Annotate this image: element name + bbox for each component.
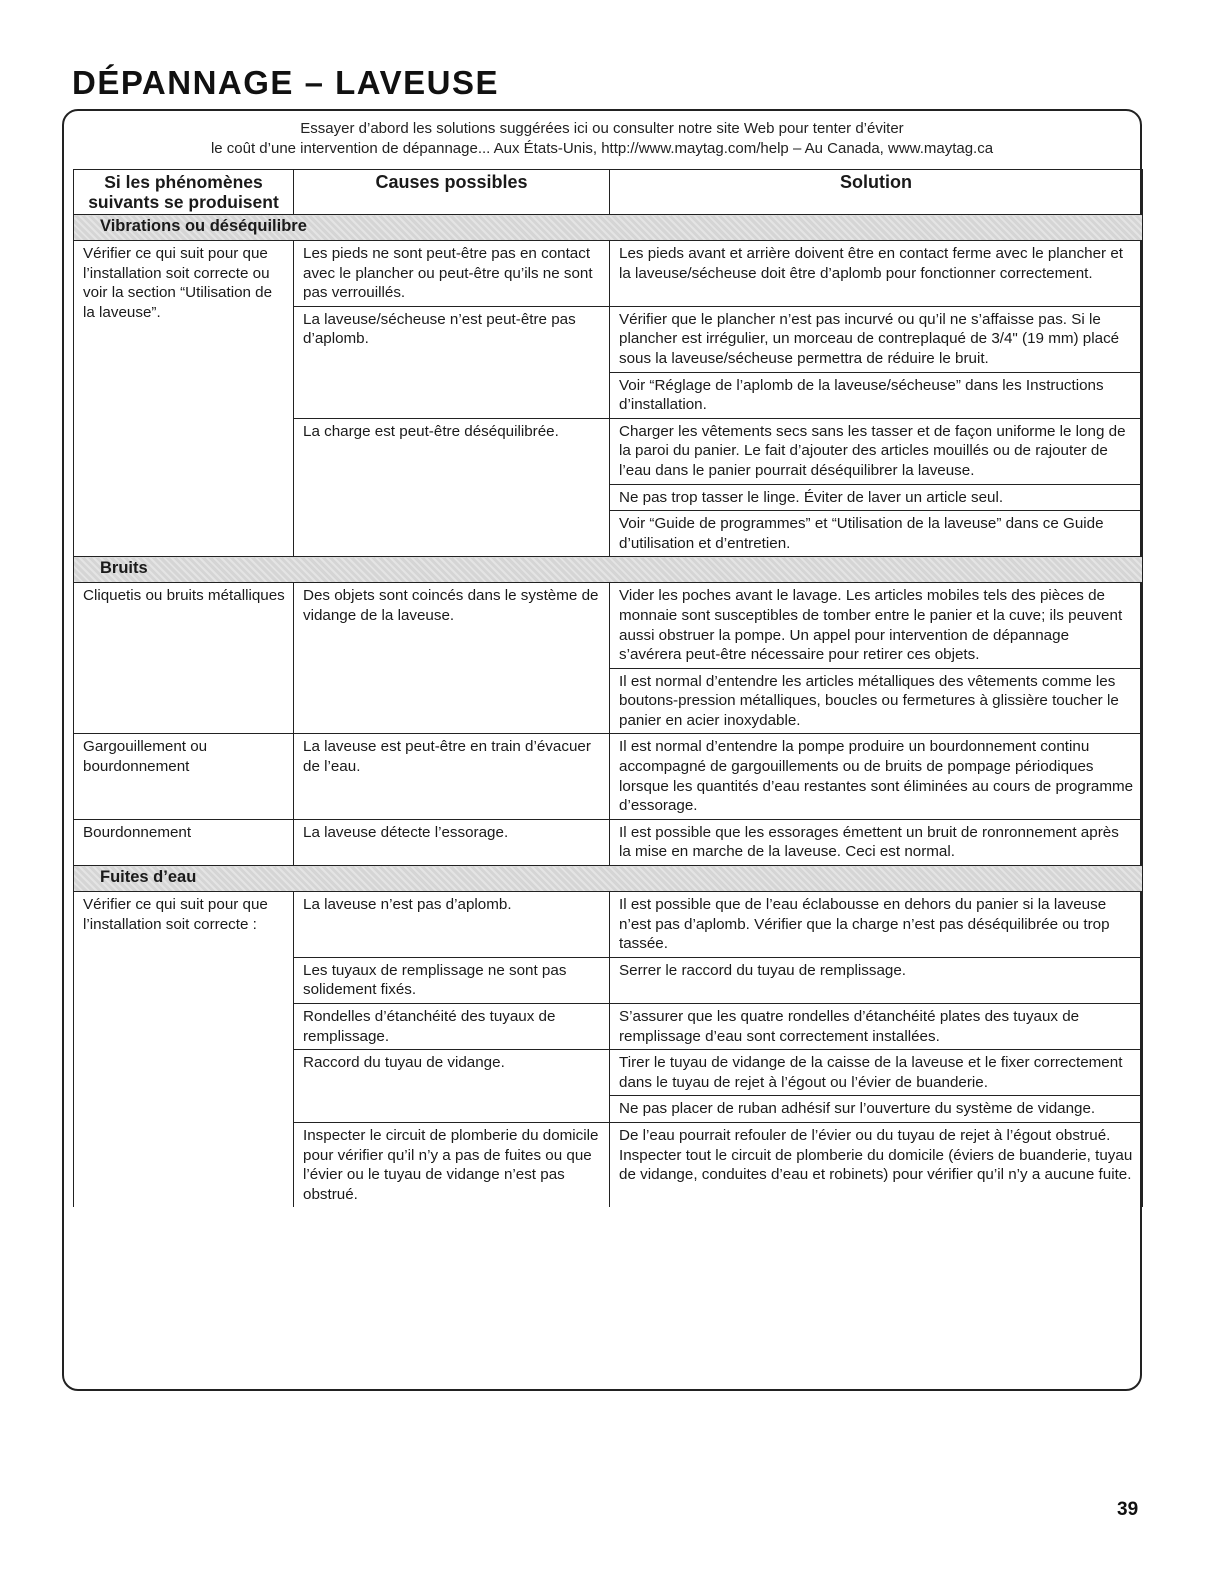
solution-cell: Tirer le tuyau de vidange de la caisse de la laveuse et le fixer correctement dans le tuyau de rejet à l’égout ou l’évier de buanderie. [610, 1050, 1143, 1096]
solution-cell: Il est normal d’entendre les articles métalliques des vêtements comme les boutons-pression métalliques, boucles ou fermetures à glissière toucher le panier en acier inoxydable. [610, 668, 1143, 734]
section-title-vibrations: Vibrations ou déséquilibre [74, 215, 1143, 241]
table-row [74, 241, 1143, 307]
table-header-row [74, 170, 1143, 215]
header-solution: Solution [610, 170, 1143, 215]
solution-cell: Il est possible que les essorages émettent un bruit de ronronnement après la mise en marche de la laveuse. Ceci est normal. [610, 819, 1143, 865]
section-header-row [74, 557, 1143, 583]
solution-cell: Les pieds avant et arrière doivent être en contact ferme avec le plancher et la laveuse/sécheuse doit être d’aplomb pour fonctionner correctement. [610, 241, 1143, 307]
header-symptoms: Si les phénomènes suivants se produisent [74, 170, 294, 215]
solution-cell: Serrer le raccord du tuyau de remplissage. [610, 957, 1143, 1003]
intro-line-1: Essayer d’abord les solutions suggérées ici ou consulter notre site Web pour tenter d’éviter [300, 120, 904, 137]
cause-cell: La charge est peut-être déséquilibrée. [294, 418, 610, 557]
table-row [74, 819, 1143, 865]
symptom-cell: Cliquetis ou bruits métalliques [74, 583, 294, 734]
solution-cell: Charger les vêtements secs sans les tasser et de façon uniforme le long de la paroi du panier. Le fait d’ajouter des articles mouillés ou de rajouter de l’eau dans le panier pourrait déséquilibrer la laveuse. [610, 418, 1143, 484]
solution-cell: Il est possible que de l’eau éclabousse en dehors du panier si la laveuse n’est pas d’aplomb. Vérifier que la charge n’est pas déséquilibrée ou trop tassée. [610, 892, 1143, 958]
table-row [74, 734, 1143, 819]
section-header-row [74, 866, 1143, 892]
section-header-row [74, 215, 1143, 241]
cause-cell: Les tuyaux de remplissage ne sont pas solidement fixés. [294, 957, 610, 1003]
solution-cell: Ne pas placer de ruban adhésif sur l’ouverture du système de vidange. [610, 1096, 1143, 1123]
symptom-cell: Vérifier ce qui suit pour que l’installation soit correcte : [74, 892, 294, 1208]
cause-cell: La laveuse/sécheuse n’est peut-être pas d’aplomb. [294, 306, 610, 418]
solution-cell: Il est normal d’entendre la pompe produire un bourdonnement continu accompagné de gargouillements ou de bruits de pompage périodiques lorsque les quantités d’eau restantes sont éliminées au cours de programme d’essorage. [610, 734, 1143, 819]
cause-cell: Les pieds ne sont peut-être pas en contact avec le plancher ou peut-être qu’ils ne sont pas verrouillés. [294, 241, 610, 307]
page-number: 39 [1117, 1499, 1139, 1520]
solution-cell: S’assurer que les quatre rondelles d’étanchéité plates des tuyaux de remplissage d’eau sont correctement installées. [610, 1004, 1143, 1050]
cause-cell: Raccord du tuyau de vidange. [294, 1050, 610, 1123]
symptom-cell: Gargouillement ou bourdonnement [74, 734, 294, 819]
cause-cell: Inspecter le circuit de plomberie du domicile pour vérifier qu’il n’y a pas de fuites ou que l’évier ou le tuyau de vidange n’est pas obstrué. [294, 1122, 610, 1207]
solution-cell: Voir “Réglage de l’aplomb de la laveuse/sécheuse” dans les Instructions d’installation. [610, 372, 1143, 418]
intro-line-2: le coût d’une intervention de dépannage... Aux États-Unis, http://www.maytag.com/help – Au Canada, www.maytag.ca [210, 140, 994, 157]
page-title: DÉPANNAGE – LAVEUSE [72, 64, 500, 101]
cause-cell: La laveuse n’est pas d’aplomb. [294, 892, 610, 958]
cause-cell: La laveuse détecte l’essorage. [294, 819, 610, 865]
symptom-cell: Bourdonnement [74, 819, 294, 865]
section-title-noises: Bruits [74, 557, 1143, 583]
solution-cell: Ne pas trop tasser le linge. Éviter de laver un article seul. [610, 484, 1143, 511]
solution-cell: Vérifier que le plancher n’est pas incurvé ou qu’il ne s’affaisse pas. Si le plancher est irrégulier, un morceau de contreplaqué de 3/4" (19 mm) placé sous la laveuse/sécheuse permettra de réduire le bruit. [610, 306, 1143, 372]
troubleshooting-table [73, 169, 1143, 1207]
solution-cell: De l’eau pourrait refouler de l’évier ou du tuyau de rejet à l’égout obstrué. Inspecter tout le circuit de plomberie du domicile (éviers de buanderie, tuyau de vidange, conduites d’eau et robinets) pour vérifier qu’il n’y a aucune fuite. [610, 1122, 1143, 1207]
section-title-water-leaks: Fuites d’eau [74, 866, 1143, 892]
cause-cell: La laveuse est peut-être en train d’évacuer de l’eau. [294, 734, 610, 819]
table-row [74, 892, 1143, 958]
header-causes: Causes possibles [294, 170, 610, 215]
cause-cell: Des objets sont coincés dans le système de vidange de la laveuse. [294, 583, 610, 734]
solution-cell: Vider les poches avant le lavage. Les articles mobiles tels des pièces de monnaie sont susceptibles de tomber entre le panier et la cuve; ils peuvent aussi obstruer la pompe. Un appel pour intervention de dépannage s’avérera peut-être nécessaire pour retirer ces objets. [610, 583, 1143, 668]
cause-cell: Rondelles d’étanchéité des tuyaux de remplissage. [294, 1004, 610, 1050]
solution-cell: Voir “Guide de programmes” et “Utilisation de la laveuse” dans ce Guide d’utilisation et d’entretien. [610, 511, 1143, 557]
symptom-cell: Vérifier ce qui suit pour que l’installation soit correcte ou voir la section “Utilisation de la laveuse”. [74, 241, 294, 557]
intro-text [62, 119, 1142, 159]
table-row [74, 583, 1143, 668]
